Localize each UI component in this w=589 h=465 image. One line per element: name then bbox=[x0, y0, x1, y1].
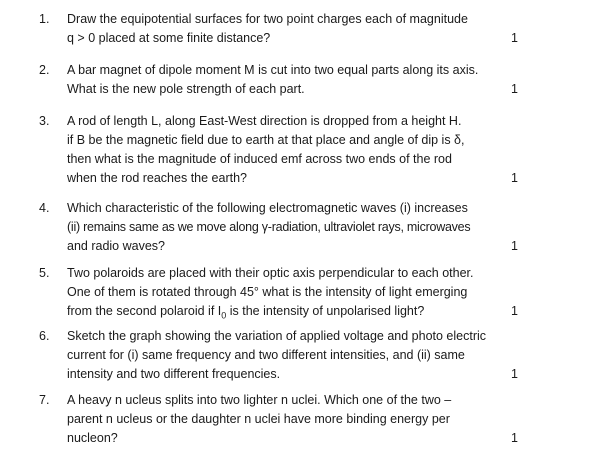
marks-label: 1 bbox=[511, 239, 518, 253]
question-text-line: nucleon? 1 bbox=[67, 429, 522, 448]
marks-label: 1 bbox=[511, 367, 518, 381]
question-number: 6. bbox=[39, 329, 50, 343]
question-number: 7. bbox=[39, 393, 50, 407]
question-text-line: current for (i) same frequency and two different intensities, and (ii) same bbox=[67, 348, 465, 362]
question-text-line: Two polaroids are placed with their optic axis perpendicular to each other. bbox=[67, 266, 474, 280]
question-number: 1. bbox=[39, 12, 50, 26]
subscript-zero: 0 bbox=[221, 310, 227, 321]
question-number: 5. bbox=[39, 266, 50, 280]
marks-label: 1 bbox=[511, 82, 518, 96]
question-text-line: when the rod reaches the earth? 1 bbox=[67, 169, 522, 188]
marks-label: 1 bbox=[511, 304, 518, 318]
question-text-line: What is the new pole strength of each part. 1 bbox=[67, 80, 522, 99]
question-text-line: q > 0 placed at some finite distance? 1 bbox=[67, 29, 522, 48]
question-text-line: Which characteristic of the following electromagnetic waves (i) increases bbox=[67, 201, 468, 215]
question-text-line: Sketch the graph showing the variation of applied voltage and photo electric bbox=[67, 329, 487, 343]
question-text-line: and radio waves? 1 bbox=[67, 237, 522, 256]
question-text-line: A heavy n ucleus splits into two lighter n uclei. Which one of the two – bbox=[67, 393, 452, 407]
question-text-line: A bar magnet of dipole moment M is cut into two equal parts along its axis. bbox=[67, 63, 479, 77]
question-text-line: (ii) remains same as we move along γ-radiation, ultraviolet rays, microwaves bbox=[67, 220, 471, 234]
question-text-line: from the second polaroid if $I_0$ is the intensity of unpolarised light? 1 bbox=[67, 304, 518, 321]
marks-label: 1 bbox=[511, 171, 518, 185]
question-text-line: One of them is rotated through 45° what is the intensity of light emerging bbox=[67, 285, 468, 299]
question-number: 4. bbox=[39, 201, 50, 215]
question-number: 2. bbox=[39, 63, 50, 77]
question-text-line: parent n ucleus or the daughter n uclei have more binding energy per bbox=[67, 412, 450, 426]
question-text-line: then what is the magnitude of induced emf across two ends of the rod bbox=[67, 152, 452, 166]
question-text-line: A rod of length L, along East-West direction is dropped from a height H. bbox=[67, 114, 462, 128]
question-text-line: intensity and two different frequencies. 1 bbox=[67, 365, 522, 384]
question-text-line: Draw the equipotential surfaces for two point charges each of magnitude bbox=[67, 12, 468, 26]
question-text-line: if B be the magnetic field due to earth at that place and angle of dip is δ, bbox=[67, 133, 465, 147]
marks-label: 1 bbox=[511, 31, 518, 45]
question-number: 3. bbox=[39, 114, 50, 128]
marks-label: 1 bbox=[511, 431, 518, 445]
